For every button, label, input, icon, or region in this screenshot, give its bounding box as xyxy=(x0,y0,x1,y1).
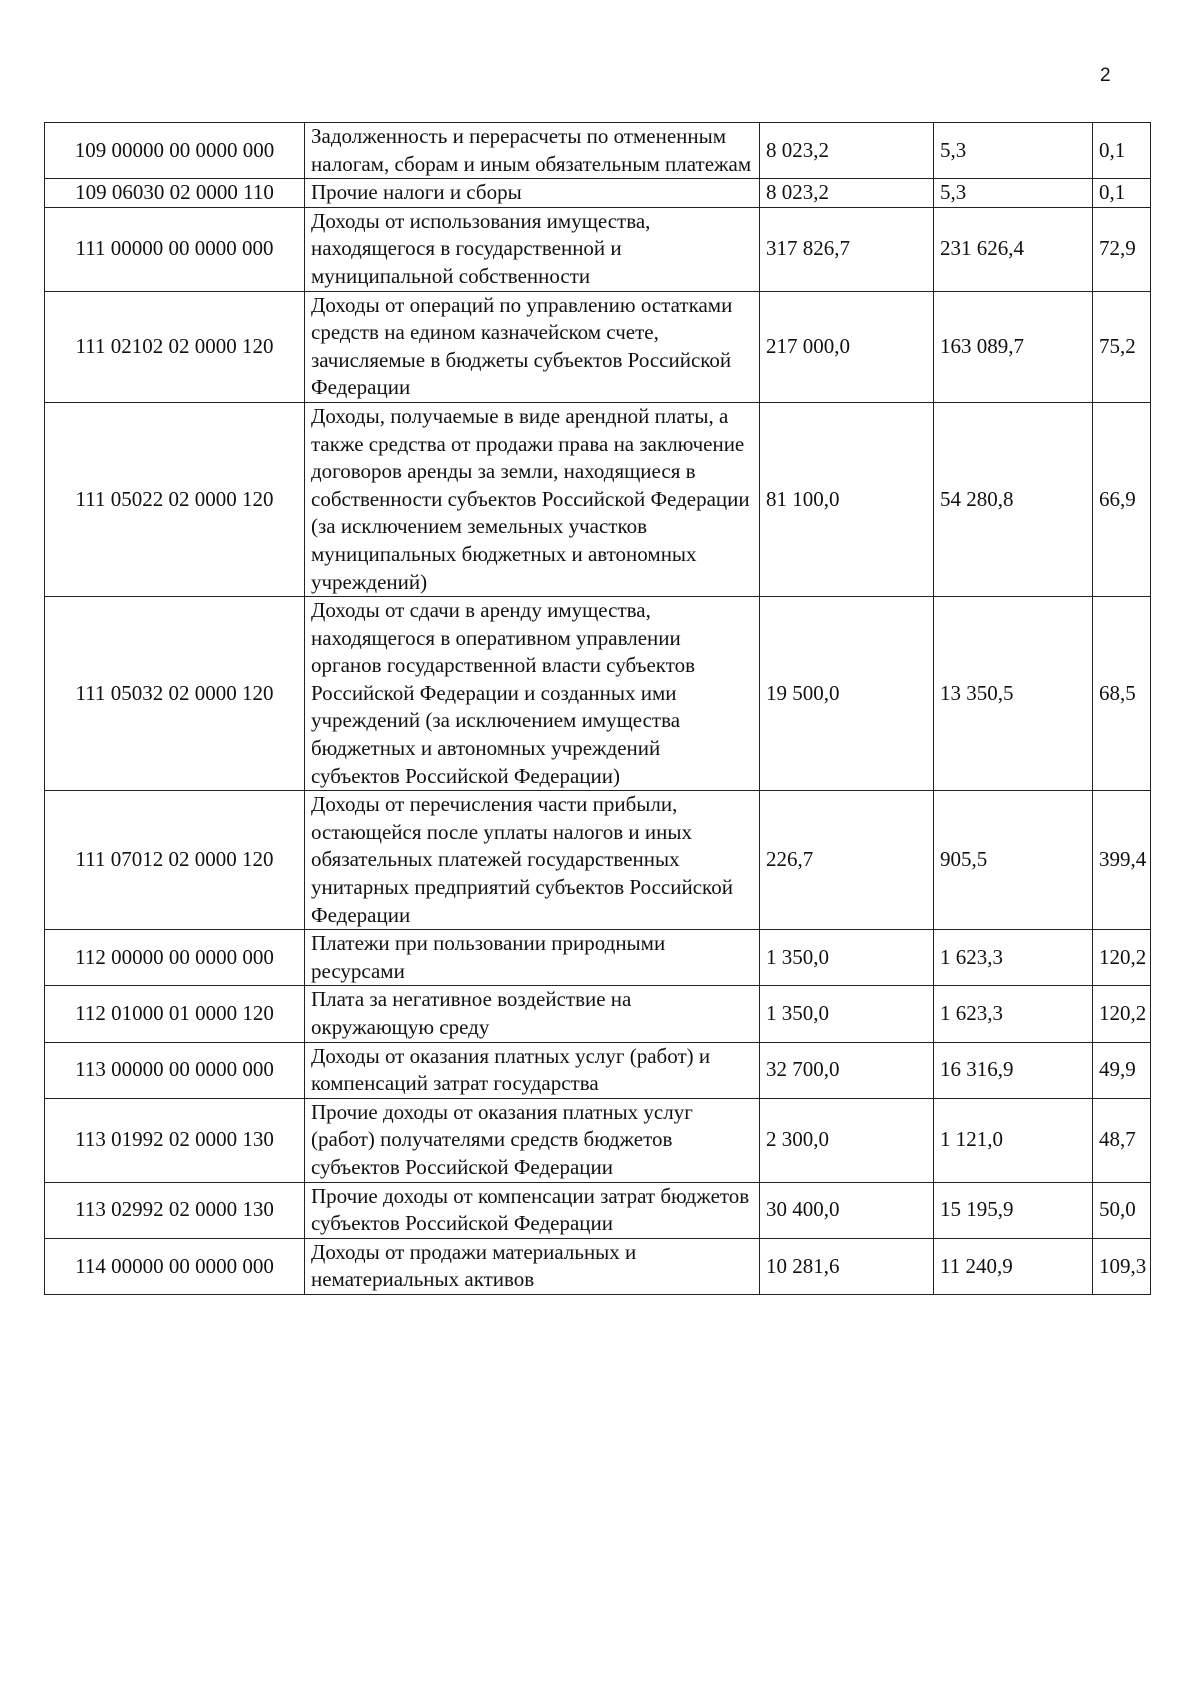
budget-code-cell: 114 00000 00 0000 000 xyxy=(45,1238,305,1294)
actual-amount-cell: 54 280,8 xyxy=(934,402,1093,596)
budget-code-cell: 112 00000 00 0000 000 xyxy=(45,930,305,986)
actual-amount-cell: 11 240,9 xyxy=(934,1238,1093,1294)
actual-amount-cell: 163 089,7 xyxy=(934,291,1093,402)
actual-amount-cell: 15 195,9 xyxy=(934,1182,1093,1238)
table-row xyxy=(45,1042,1151,1098)
percent-cell: 120,2 xyxy=(1093,930,1151,986)
table-row xyxy=(45,1238,1151,1294)
table-row xyxy=(45,930,1151,986)
revenue-name-cell: Доходы от операций по управлению остатками средств на едином казначейском счете, зачисляемые в бюджеты субъектов Российской Федерации xyxy=(305,291,760,402)
budget-code-cell: 109 06030 02 0000 110 xyxy=(45,179,305,208)
table-row xyxy=(45,986,1151,1042)
table-row xyxy=(45,207,1151,291)
table-row xyxy=(45,1098,1151,1182)
table-row xyxy=(45,179,1151,208)
plan-amount-cell: 2 300,0 xyxy=(760,1098,934,1182)
table-row xyxy=(45,791,1151,930)
budget-code-cell: 111 05032 02 0000 120 xyxy=(45,597,305,791)
actual-amount-cell: 13 350,5 xyxy=(934,597,1093,791)
actual-amount-cell: 5,3 xyxy=(934,123,1093,179)
revenue-name-cell: Доходы от продажи материальных и нематериальных активов xyxy=(305,1238,760,1294)
plan-amount-cell: 32 700,0 xyxy=(760,1042,934,1098)
budget-code-cell: 113 02992 02 0000 130 xyxy=(45,1182,305,1238)
percent-cell: 48,7 xyxy=(1093,1098,1151,1182)
percent-cell: 120,2 xyxy=(1093,986,1151,1042)
revenue-name-cell: Прочие доходы от компенсации затрат бюджетов субъектов Российской Федерации xyxy=(305,1182,760,1238)
actual-amount-cell: 1 623,3 xyxy=(934,930,1093,986)
actual-amount-cell: 16 316,9 xyxy=(934,1042,1093,1098)
percent-cell: 72,9 xyxy=(1093,207,1151,291)
percent-cell: 66,9 xyxy=(1093,402,1151,596)
revenue-name-cell: Доходы от сдачи в аренду имущества, находящегося в оперативном управлении органов государственной власти субъектов Российской Федерации и созданных ими учреждений (за исключением имущества бюджетных и автономных учреждений субъектов Российской Федерации) xyxy=(305,597,760,791)
percent-cell: 109,3 xyxy=(1093,1238,1151,1294)
budget-code-cell: 111 00000 00 0000 000 xyxy=(45,207,305,291)
plan-amount-cell: 1 350,0 xyxy=(760,930,934,986)
budget-code-cell: 111 02102 02 0000 120 xyxy=(45,291,305,402)
page-number: 2 xyxy=(1100,65,1111,86)
actual-amount-cell: 1 121,0 xyxy=(934,1098,1093,1182)
budget-code-cell: 111 05022 02 0000 120 xyxy=(45,402,305,596)
budget-code-cell: 109 00000 00 0000 000 xyxy=(45,123,305,179)
revenue-name-cell: Прочие налоги и сборы xyxy=(305,179,760,208)
revenue-name-cell: Задолженность и перерасчеты по отмененным налогам, сборам и иным обязательным платежам xyxy=(305,123,760,179)
budget-code-cell: 113 00000 00 0000 000 xyxy=(45,1042,305,1098)
table-row xyxy=(45,123,1151,179)
budget-code-cell: 113 01992 02 0000 130 xyxy=(45,1098,305,1182)
percent-cell: 50,0 xyxy=(1093,1182,1151,1238)
percent-cell: 0,1 xyxy=(1093,123,1151,179)
revenue-table xyxy=(44,122,1151,1295)
budget-code-cell: 112 01000 01 0000 120 xyxy=(45,986,305,1042)
revenue-name-cell: Доходы от оказания платных услуг (работ) и компенсаций затрат государства xyxy=(305,1042,760,1098)
plan-amount-cell: 10 281,6 xyxy=(760,1238,934,1294)
table-row xyxy=(45,291,1151,402)
plan-amount-cell: 8 023,2 xyxy=(760,179,934,208)
percent-cell: 0,1 xyxy=(1093,179,1151,208)
actual-amount-cell: 231 626,4 xyxy=(934,207,1093,291)
percent-cell: 399,4 xyxy=(1093,791,1151,930)
revenue-name-cell: Доходы, получаемые в виде арендной платы, а также средства от продажи права на заключение договоров аренды за земли, находящиеся в собственности субъектов Российской Федерации (за исключением земельных участков муниципальных бюджетных и автономных учреждений) xyxy=(305,402,760,596)
plan-amount-cell: 317 826,7 xyxy=(760,207,934,291)
actual-amount-cell: 1 623,3 xyxy=(934,986,1093,1042)
plan-amount-cell: 19 500,0 xyxy=(760,597,934,791)
table-row xyxy=(45,402,1151,596)
plan-amount-cell: 81 100,0 xyxy=(760,402,934,596)
percent-cell: 75,2 xyxy=(1093,291,1151,402)
revenue-name-cell: Прочие доходы от оказания платных услуг (работ) получателями средств бюджетов субъектов Российской Федерации xyxy=(305,1098,760,1182)
revenue-name-cell: Плата за негативное воздействие на окружающую среду xyxy=(305,986,760,1042)
actual-amount-cell: 905,5 xyxy=(934,791,1093,930)
plan-amount-cell: 30 400,0 xyxy=(760,1182,934,1238)
percent-cell: 49,9 xyxy=(1093,1042,1151,1098)
plan-amount-cell: 217 000,0 xyxy=(760,291,934,402)
budget-code-cell: 111 07012 02 0000 120 xyxy=(45,791,305,930)
revenue-name-cell: Доходы от перечисления части прибыли, остающейся после уплаты налогов и иных обязательных платежей государственных унитарных предприятий субъектов Российской Федерации xyxy=(305,791,760,930)
table-row xyxy=(45,1182,1151,1238)
plan-amount-cell: 8 023,2 xyxy=(760,123,934,179)
table-row xyxy=(45,597,1151,791)
revenue-name-cell: Доходы от использования имущества, находящегося в государственной и муниципальной собственности xyxy=(305,207,760,291)
actual-amount-cell: 5,3 xyxy=(934,179,1093,208)
revenue-name-cell: Платежи при пользовании природными ресурсами xyxy=(305,930,760,986)
plan-amount-cell: 1 350,0 xyxy=(760,986,934,1042)
plan-amount-cell: 226,7 xyxy=(760,791,934,930)
percent-cell: 68,5 xyxy=(1093,597,1151,791)
